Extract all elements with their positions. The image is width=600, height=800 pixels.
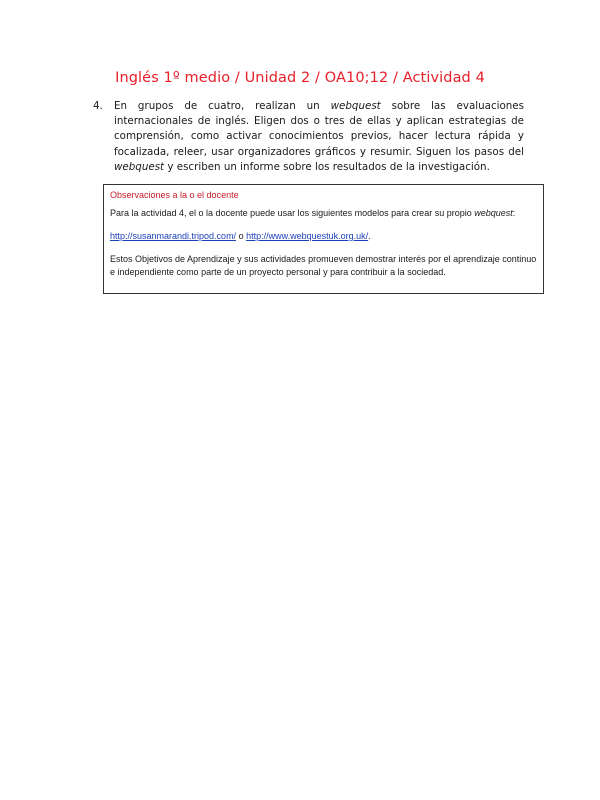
teacher-notes-box (103, 184, 544, 294)
links-connector: o (236, 231, 247, 241)
activity-text-part: En grupos de cuatro, realizan un (114, 100, 331, 112)
activity-item (93, 99, 524, 175)
activity-text-part: y escriben un informe sobre los resultados de la investigación. (164, 160, 490, 173)
notes-title: Observaciones a la o el docente (110, 190, 239, 200)
link-webquestuk[interactable]: http://www.webquestuk.org.uk/ (246, 231, 369, 241)
activity-text (114, 99, 524, 175)
notes-text: Para la actividad 4, el o la docente puede usar los siguientes modelos para crear su propio (110, 208, 475, 218)
link-susanmarandi[interactable]: http://susanmarandi.tripod.com/ (110, 231, 237, 241)
notes-links (110, 230, 537, 243)
activity-text-part: sobre las evaluaciones internacionales de inglés. Eligen dos o tres de ellas y aplican estrategias de comprensión, como activar conocimientos previos, hacer lectura rápida y focalizada, releer, usar organizadores gráficos y resumir. Siguen los pasos del (114, 100, 524, 158)
activity-emphasis: webquest (114, 160, 165, 173)
notes-text: : (512, 208, 516, 218)
notes-paragraph (110, 207, 537, 220)
activity-emphasis: webquest (330, 100, 381, 112)
activity-number: 4. (93, 100, 103, 112)
page-title: Inglés 1º medio / Unidad 2 / OA10;12 / Actividad 4 (115, 70, 485, 86)
notes-paragraph: Estos Objetivos de Aprendizaje y sus actividades promueven demostrar interés por el aprendizaje continuo e independiente como parte de un proyecto personal y para contribuir a la sociedad. (110, 254, 537, 277)
links-end: . (368, 231, 371, 241)
notes-emphasis: webquest (474, 208, 513, 218)
